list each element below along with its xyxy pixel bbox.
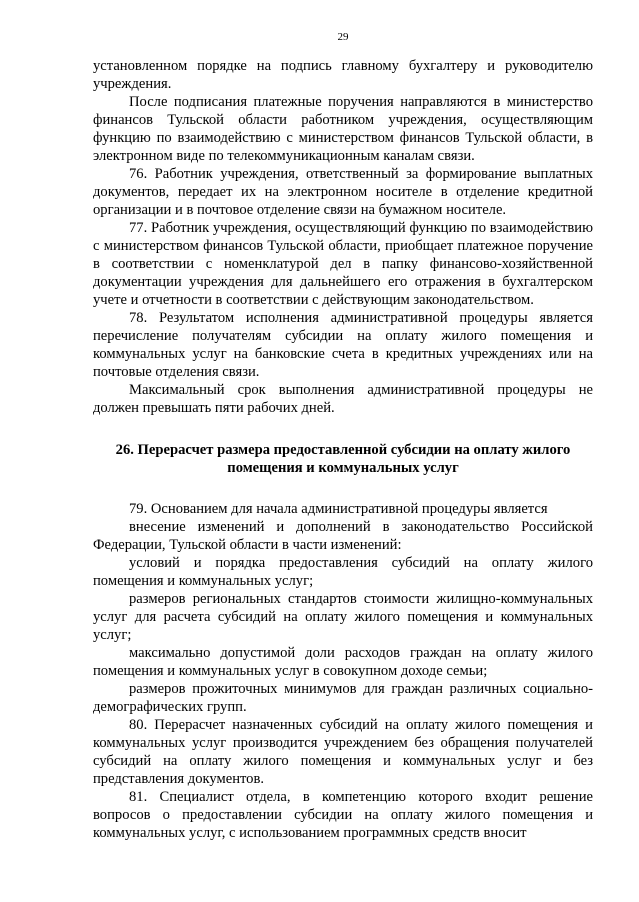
paragraph-78: 78. Результатом исполнения административной процедуры является перечисление получателям субсидии на оплату жилого помещения и коммунальных услуг на банковские счета в кредитных учреждениях или на почтовые отделения связи. (93, 310, 593, 380)
paragraph-continuation: установленном порядке на подпись главному бухгалтеру и руководителю учреждения. (93, 58, 593, 92)
list-item-subsistence: размеров прожиточных минимумов для граждан различных социально-демографических групп. (93, 681, 593, 715)
paragraph-payment-orders: После подписания платежные поручения направляются в министерство финансов Тульской области работником учреждения, осуществляющим функцию по взаимодействию с министерством финансов Тульской области, в электронном виде по телекоммуникационным каналам связи. (93, 94, 593, 164)
list-item-conditions: условий и порядка предоставления субсидий на оплату жилого помещения и коммунальных услуг; (93, 555, 593, 589)
page-number: 29 (337, 31, 349, 43)
list-item-standards: размеров региональных стандартов стоимости жилищно-коммунальных услуг для расчета субсидий на оплату жилого помещения и коммунальных услуг; (93, 591, 593, 643)
paragraph-79: 79. Основанием для начала административной процедуры является (129, 501, 548, 517)
paragraph-max-term: Максимальный срок выполнения административной процедуры не должен превышать пяти рабочих дней. (93, 382, 593, 416)
paragraph-77: 77. Работник учреждения, осуществляющий функцию по взаимодействию с министерством финансов Тульской области, приобщает платежное поручение в соответствии с номенклатурой дел в папку финансово-хозяйственной документации учреждения для дальнейшего его отражения в бухгалтерском учете и отчетности в соответствии с действующим законодательством. (93, 220, 593, 308)
list-item-max-share: максимально допустимой доли расходов граждан на оплату жилого помещения и коммунальных услуг в совокупном доходе семьи; (93, 645, 593, 679)
paragraph-76: 76. Работник учреждения, ответственный за формирование выплатных документов, передает их на электронном носителе в отделение кредитной организации и в почтовое отделение связи на бумажном носителе. (93, 166, 593, 218)
paragraph-80: 80. Перерасчет назначенных субсидий на оплату жилого помещения и коммунальных услуг производится учреждением без обращения получателей субсидий на оплату жилого помещения и коммунальных услуг и без представления документов. (93, 717, 593, 787)
paragraph-81: 81. Специалист отдела, в компетенцию которого входит решение вопросов о предоставлении субсидии на оплату жилого помещения и коммунальных услуг, с использованием программных средств вносит (93, 789, 593, 841)
paragraph-legislation-changes: внесение изменений и дополнений в законодательство Российской Федерации, Тульской области в части изменений: (93, 519, 593, 553)
section-heading-26: 26. Перерасчет размера предоставленной субсидии на оплату жилого помещения и коммунальных услуг (115, 442, 571, 476)
